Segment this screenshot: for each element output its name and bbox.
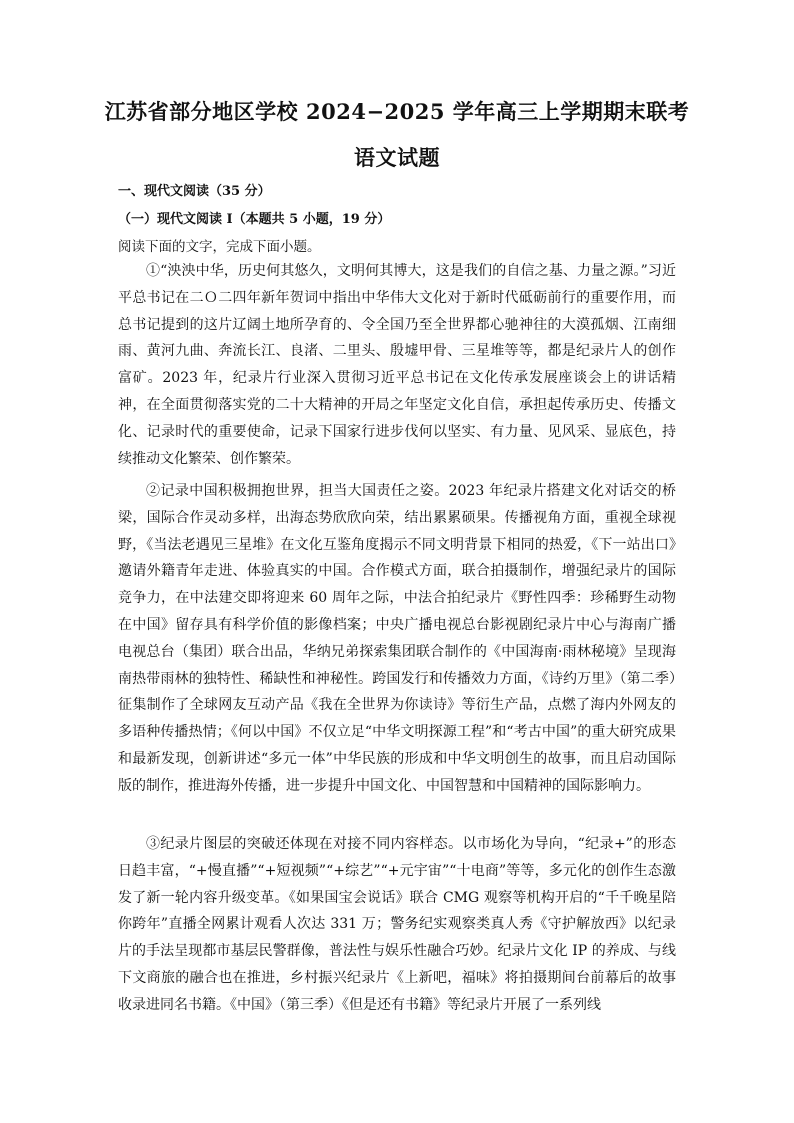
paragraph-1: ①“泱泱中华，历史何其悠久，文明何其博大，这是我们的自信之基、力量之源。”习近平总书记在二Ｏ二四年新年贺词中指出中华伟大文化对于新时代砥砺前行的重要作用，而总书记提到的这片辽阔土地所孕育的、令全国乃至全世界都心驰神往的大漠孤烟、江南细雨、黄河九曲、奔流长江、良渚、二里头、殷墟甲骨、三星堆等等，都是纪录片人的创作富矿。2023 年，纪录片行业深入贯彻习近平总书记在文化传承发展座谈会上的讲话精神，在全面贯彻落实党的二十大精神的开局之年坚定文化自信，承担起传承历史、传播文化、记录时代的重要使命，记录下国家行进步伐何以坚实、有力量、见风采、显底色，持续推动文化繁荣、创作繁荣。: [118, 263, 676, 467]
reading-instruction: 阅读下面的文字，完成下面小题。: [118, 239, 321, 255]
paragraph-2: ②记录中国积极拥抱世界，担当大国责任之姿。2023 年纪录片搭建文化对话交的桥梁，国际合作灵动多样，出海态势欣欣向荣，结出累累硕果。传播视角方面，重视全球视野，《当法老遇见三星堆》在文化互鉴角度揭示不同文明背景下相同的热爱，《下一站出口》邀请外籍青年走进、体验真实的中国。合作模式方面，联合拍摄制作，增强纪录片的国际竞争力，在中法建交即将迎来 60 周年之际，中法合拍纪录片《野性四季：珍稀野生动物在中国》留存具有科学价值的影像档案；中央广播电视总台影视剧纪录片中心与海南广播电视总台（集团）联合出品，华纳兄弟探索集团联合制作的《中国海南·雨林秘境》呈现海南热带雨林的独特性、稀缺性和神秘性。跨国发行和传播效力方面，《诗约万里》（第二季）征集制作了全球网友互动产品《我在全世界为你读诗》等衍生产品，点燃了海内外网友的多语种传播热情；《何以中国》不仅立足“中华文明探源工程”和“考古中国”的重大研究成果和最新发现，创新讲述“多元一体”中华民族的形成和中华文明创生的故事，而且启动国际版的制作，推进海外传播，进一步提升中国文化、中国智慧和中国精神的国际影响力。: [118, 483, 676, 794]
paragraph-3: ③纪录片图层的突破还体现在对接不同内容样态。以市场化为导向，“纪录+”的形态日趋丰富，“+慢直播”“+短视频”“+综艺”“+元宇宙”“十电商”等等，多元化的创作生态激发了新一轮内容升级变革。《如果国宝会说话》联合 CMG 观察等机构开启的“千千晚星陪你跨年”直播全网累计观看人次达 331 万；警务纪实观察类真人秀《守护解放西》以纪录片的手法呈现都市基层民警群像，普法性与娱乐性融合巧妙。纪录片文化 IP 的养成、与线下文商旅的融合也在推进，乡村振兴纪录片《上新吧，福味》将拍摄期间台前幕后的故事收录进同名书籍。《中国》（第三季）《但是还有书籍》等纪录片开展了一系列线: [118, 836, 676, 1013]
subsection-heading: （一）现代文阅读 I（本题共 5 小题，19 分）: [118, 212, 391, 227]
document-subtitle: 语文试题: [354, 145, 440, 170]
document-title: 江苏省部分地区学校 2024−2025 学年高三上学期期末联考: [104, 99, 690, 124]
section-heading: 一、现代文阅读（35 分）: [118, 184, 271, 199]
